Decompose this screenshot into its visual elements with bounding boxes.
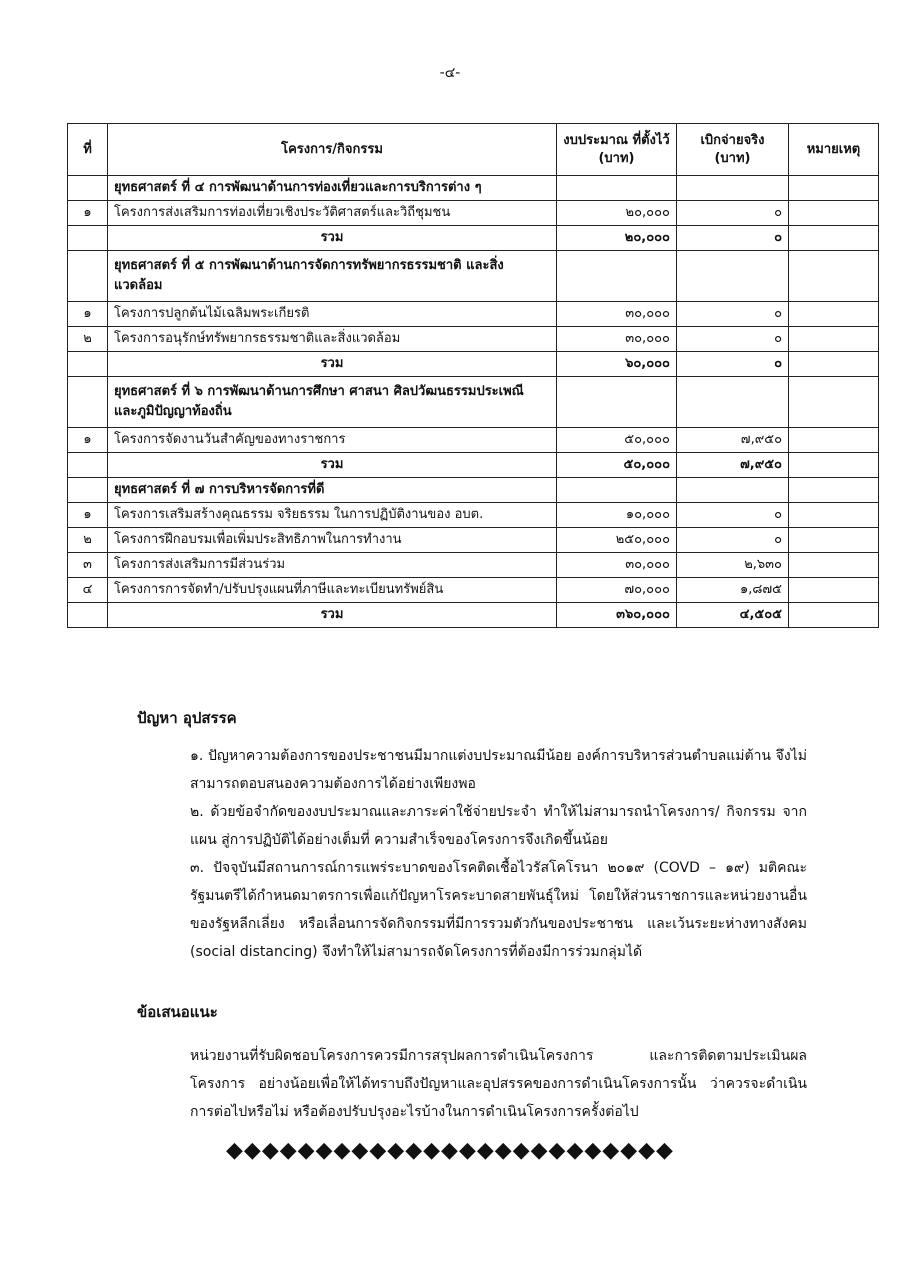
remark-cell <box>789 503 879 528</box>
subtotal-spent: ๗,๙๕๐ <box>677 453 789 478</box>
subtotal-budget: ๕๐,๐๐๐ <box>557 453 677 478</box>
table-row <box>68 327 879 352</box>
problem-item-3: ๓. ปัจจุบันมีสถานการณ์การแพร่ระบาดของโรคติดเชื้อไวรัสโคโรนา ๒๐๑๙ (COVD – ๑๙) มติคณะรัฐมนตรีได้กำหนดมาตรการเพื่อแก้ปัญหาโรคระบาดสายพันธุ์ใหม่ โดยให้ส่วนราชการและหน่วยงานอื่นของรัฐหลีกเลี่ยง หรือเลื่อนการจัดกิจกรรมที่มีการรวมตัวกันของประชาชน และเว้นระยะห่างทางสังคม (social distancing) จึงทำให้ไม่สามารถจัดโครงการที่ต้องมีการร่วมกลุ่มได้ <box>190 860 807 960</box>
row-number: ๑ <box>68 201 108 226</box>
grand-total-budget: ๓๖๐,๐๐๐ <box>557 603 677 628</box>
project-name: โครงการส่งเสริมการมีส่วนร่วม <box>108 553 557 578</box>
row-number: ๑ <box>68 503 108 528</box>
header-no: ที่ <box>68 124 108 176</box>
remark-cell <box>789 201 879 226</box>
suggestions-paragraph: หน่วยงานที่รับผิดชอบโครงการควรมีการสรุปผลการดำเนินโครงการ และการติดตามประเมินผลโครงการ อย่างน้อยเพื่อให้ได้ทราบถึงปัญหาและอุปสรรคของการดำเนินโครงการนั้น ว่าควรจะดำเนินการต่อไปหรือไม่ หรือต้องปรับปรุงอะไรบ้างในการดำเนินโครงการครั้งต่อไป <box>190 1048 807 1120</box>
table-row <box>68 553 879 578</box>
header-budget: งบประมาณ ที่ตั้งไว้ (บาท) <box>557 124 677 176</box>
remark-cell <box>789 327 879 352</box>
budget-amount: ๗๐,๐๐๐ <box>557 578 677 603</box>
subtotal-label: รวม <box>108 352 557 377</box>
strategy-title: ยุทธศาสตร์ ที่ ๖ การพัฒนาด้านการศึกษา ศาสนา ศิลปวัฒนธรรมประเพณี และภูมิปัญญาท้องถิ่น <box>108 377 557 428</box>
row-number: ๔ <box>68 578 108 603</box>
grand-total-spent: ๔,๕๐๕ <box>677 603 789 628</box>
subtotal-row <box>68 453 879 478</box>
strategy-section-row <box>68 251 879 302</box>
subtotal-budget: ๒๐,๐๐๐ <box>557 226 677 251</box>
subtotal-row <box>68 226 879 251</box>
subtotal-budget: ๖๐,๐๐๐ <box>557 352 677 377</box>
row-number: ๒ <box>68 327 108 352</box>
project-name: โครงการการจัดทำ/ปรับปรุงแผนที่ภาษีและทะเบียนทรัพย์สิน <box>108 578 557 603</box>
budget-amount: ๕๐,๐๐๐ <box>557 428 677 453</box>
problems-heading: ปัญหา อุปสรรค <box>137 709 237 727</box>
remark-cell <box>789 428 879 453</box>
header-spent: เบิกจ่ายจริง (บาท) <box>677 124 789 176</box>
header-remark: หมายเหตุ <box>789 124 879 176</box>
budget-table <box>67 123 879 628</box>
subtotal-spent: ๐ <box>677 352 789 377</box>
spent-amount: ๐ <box>677 201 789 226</box>
strategy-section-row <box>68 478 879 503</box>
grand-total-label: รวม <box>108 603 557 628</box>
row-number: ๒ <box>68 528 108 553</box>
remark-cell <box>789 302 879 327</box>
diamond-divider: ◆◆◆◆◆◆◆◆◆◆◆◆◆◆◆◆◆◆◆◆◆◆◆◆◆ <box>226 1138 674 1163</box>
strategy-title: ยุทธศาสตร์ ที่ ๗ การบริหารจัดการที่ดี <box>108 478 557 503</box>
budget-amount: ๓๐,๐๐๐ <box>557 302 677 327</box>
subtotal-label: รวม <box>108 226 557 251</box>
remark-cell <box>789 528 879 553</box>
table-row <box>68 578 879 603</box>
budget-amount: ๓๐,๐๐๐ <box>557 327 677 352</box>
strategy-section-row <box>68 377 879 428</box>
suggestions-heading: ข้อเสนอแนะ <box>137 1003 218 1021</box>
table-header-row <box>68 124 879 176</box>
row-number: ๑ <box>68 428 108 453</box>
table-row <box>68 428 879 453</box>
project-name: โครงการจัดงานวันสำคัญของทางราชการ <box>108 428 557 453</box>
row-number: ๓ <box>68 553 108 578</box>
budget-amount: ๓๐,๐๐๐ <box>557 553 677 578</box>
strategy-title: ยุทธศาสตร์ ที่ ๔ การพัฒนาด้านการท่องเที่ยวและการบริการต่าง ๆ <box>108 176 557 201</box>
table-row <box>68 201 879 226</box>
project-name: โครงการเสริมสร้างคุณธรรม จริยธรรม ในการปฏิบัติงานของ อบต. <box>108 503 557 528</box>
problem-item-1: ๑. ปัญหาความต้องการของประชาชนมีมากแต่งบประมาณมีน้อย องค์การบริหารส่วนตำบลแม่ต้าน จึงไม่สามารถตอบสนองความต้องการได้อย่างเพียงพอ <box>190 748 807 792</box>
problem-item-2: ๒. ด้วยข้อจำกัดของงบประมาณและภาระค่าใช้จ่ายประจำ ทำให้ไม่สามารถนำโครงการ/ กิจกรรม จากแผน สู่การปฏิบัติได้อย่างเต็มที่ ความสำเร็จของโครงการจึงเกิดขึ้นน้อย <box>190 804 807 848</box>
spent-amount: ๒,๖๓๐ <box>677 553 789 578</box>
table-row <box>68 302 879 327</box>
subtotal-label: รวม <box>108 453 557 478</box>
remark-cell <box>789 553 879 578</box>
remark-cell <box>789 578 879 603</box>
project-name: โครงการอนุรักษ์ทรัพยากรธรรมชาติและสิ่งแวดล้อม <box>108 327 557 352</box>
spent-amount: ๐ <box>677 528 789 553</box>
spent-amount: ๑,๘๗๕ <box>677 578 789 603</box>
spent-amount: ๗,๙๕๐ <box>677 428 789 453</box>
spent-amount: ๐ <box>677 503 789 528</box>
header-project: โครงการ/กิจกรรม <box>108 124 557 176</box>
subtotal-spent: ๐ <box>677 226 789 251</box>
budget-amount: ๑๐,๐๐๐ <box>557 503 677 528</box>
strategy-section-row <box>68 176 879 201</box>
project-name: โครงการส่งเสริมการท่องเที่ยวเชิงประวัติศาสตร์และวิถีชุมชน <box>108 201 557 226</box>
page-number: -๔- <box>439 65 461 81</box>
spent-amount: ๐ <box>677 327 789 352</box>
table-row <box>68 528 879 553</box>
table-row <box>68 503 879 528</box>
project-name: โครงการฝึกอบรมเพื่อเพิ่มประสิทธิภาพในการทำงาน <box>108 528 557 553</box>
row-number: ๑ <box>68 302 108 327</box>
budget-amount: ๒๐,๐๐๐ <box>557 201 677 226</box>
project-name: โครงการปลูกต้นไม้เฉลิมพระเกียรติ <box>108 302 557 327</box>
spent-amount: ๐ <box>677 302 789 327</box>
strategy-title: ยุทธศาสตร์ ที่ ๕ การพัฒนาด้านการจัดการทรัพยากรธรรมชาติ และสิ่งแวดล้อม <box>108 251 557 302</box>
subtotal-row <box>68 352 879 377</box>
budget-amount: ๒๕๐,๐๐๐ <box>557 528 677 553</box>
grand-total-row <box>68 603 879 628</box>
